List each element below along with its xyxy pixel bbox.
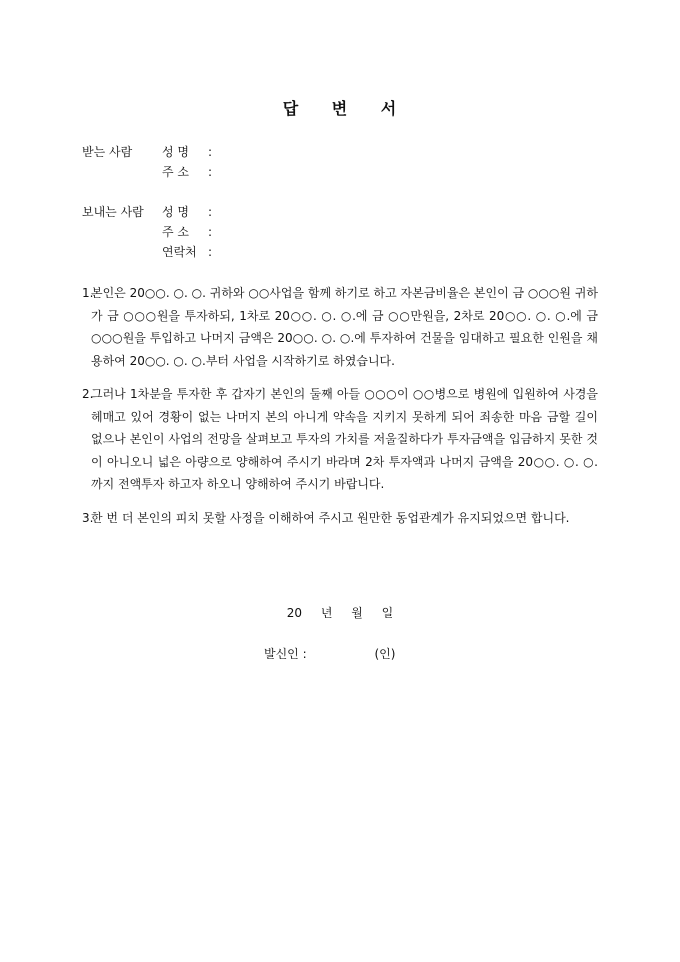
paragraph-text: 본인은 20○○. ○. ○. 귀하와 ○○사업을 함께 하기로 하고 자본금비율은 본인이 금 ○○○원 귀하가 금 ○○○원을 투자하되, 1차로 20○○. ○. ○.에 금 ○○만원을, 2차로 20○○. ○. ○.에 금 ○○○원을 투입하고 나머지 금액은 20○○. ○. ○.에 투자하여 건물을 임대하고 필요한 인원을 채용하여 20○○. ○. ○.부터 사업을 시작하기로 하였습니다.	[91, 286, 598, 368]
receiver-group-label: 받는 사람	[82, 145, 133, 159]
sender-name-colon: :	[208, 205, 213, 219]
receiver-name-label: 성 명	[162, 145, 189, 159]
receiver-address-colon: :	[208, 165, 213, 179]
sender-name-label: 성 명	[162, 205, 189, 219]
receiver-address-label: 주 소	[162, 165, 189, 179]
paragraph-text: 그러나 1차분을 투자한 후 갑자기 본인의 둘째 아들 ○○○이 ○○병으로 병원에 입원하여 사경을 헤매고 있어 경황이 없는 나머지 본의 아니게 약속을 지키지 못하게 되어 죄송한 마음 금할 길이 없으나 본인이 사업의 전망을 살펴보고 투자의 가치를 저울질하다가 투자금액을 입금하지 못한 것이 아니오니 넓은 아량으로 양해하여 주시기 바라며 2차 투자액과 나머지 금액을 20○○. ○. ○.까지 전액투자 하고자 하오니 양해하여 주시기 바랍니다.	[91, 387, 598, 491]
paragraph-number: 3.	[82, 510, 94, 525]
date-line: 20 년 월 일	[286, 606, 394, 620]
body-paragraphs	[82, 282, 598, 529]
sender-signature-label: 발신인 :	[264, 647, 307, 661]
sender-address-colon: :	[208, 225, 213, 239]
sender-contact-row	[82, 242, 228, 262]
paragraph-3	[82, 507, 598, 530]
sender-contact-label: 연락처	[162, 245, 197, 259]
document-title: 답 변 서	[282, 99, 398, 118]
sender-group-label: 보내는 사람	[82, 205, 144, 219]
paragraph-2	[82, 383, 598, 496]
sender-address-row	[82, 222, 228, 242]
seal-mark: (인)	[374, 647, 396, 661]
paragraph-1	[82, 282, 598, 372]
signature-line	[264, 645, 395, 662]
sender-name-row	[82, 202, 228, 222]
receiver-name-colon: :	[208, 145, 213, 159]
paragraph-number: 2.	[82, 387, 94, 401]
paragraph-number: 1.	[82, 286, 94, 300]
sender-address-label: 주 소	[162, 225, 189, 239]
paragraph-text: 한 번 더 본인의 피치 못할 사정을 이해하여 주시고 원만한 동업관계가 유지되었으면 합니다.	[91, 510, 570, 525]
receiver-block	[82, 142, 228, 182]
receiver-address-row	[82, 162, 228, 182]
receiver-name-row	[82, 142, 228, 162]
sender-contact-colon: :	[208, 245, 213, 259]
sender-block	[82, 202, 228, 262]
